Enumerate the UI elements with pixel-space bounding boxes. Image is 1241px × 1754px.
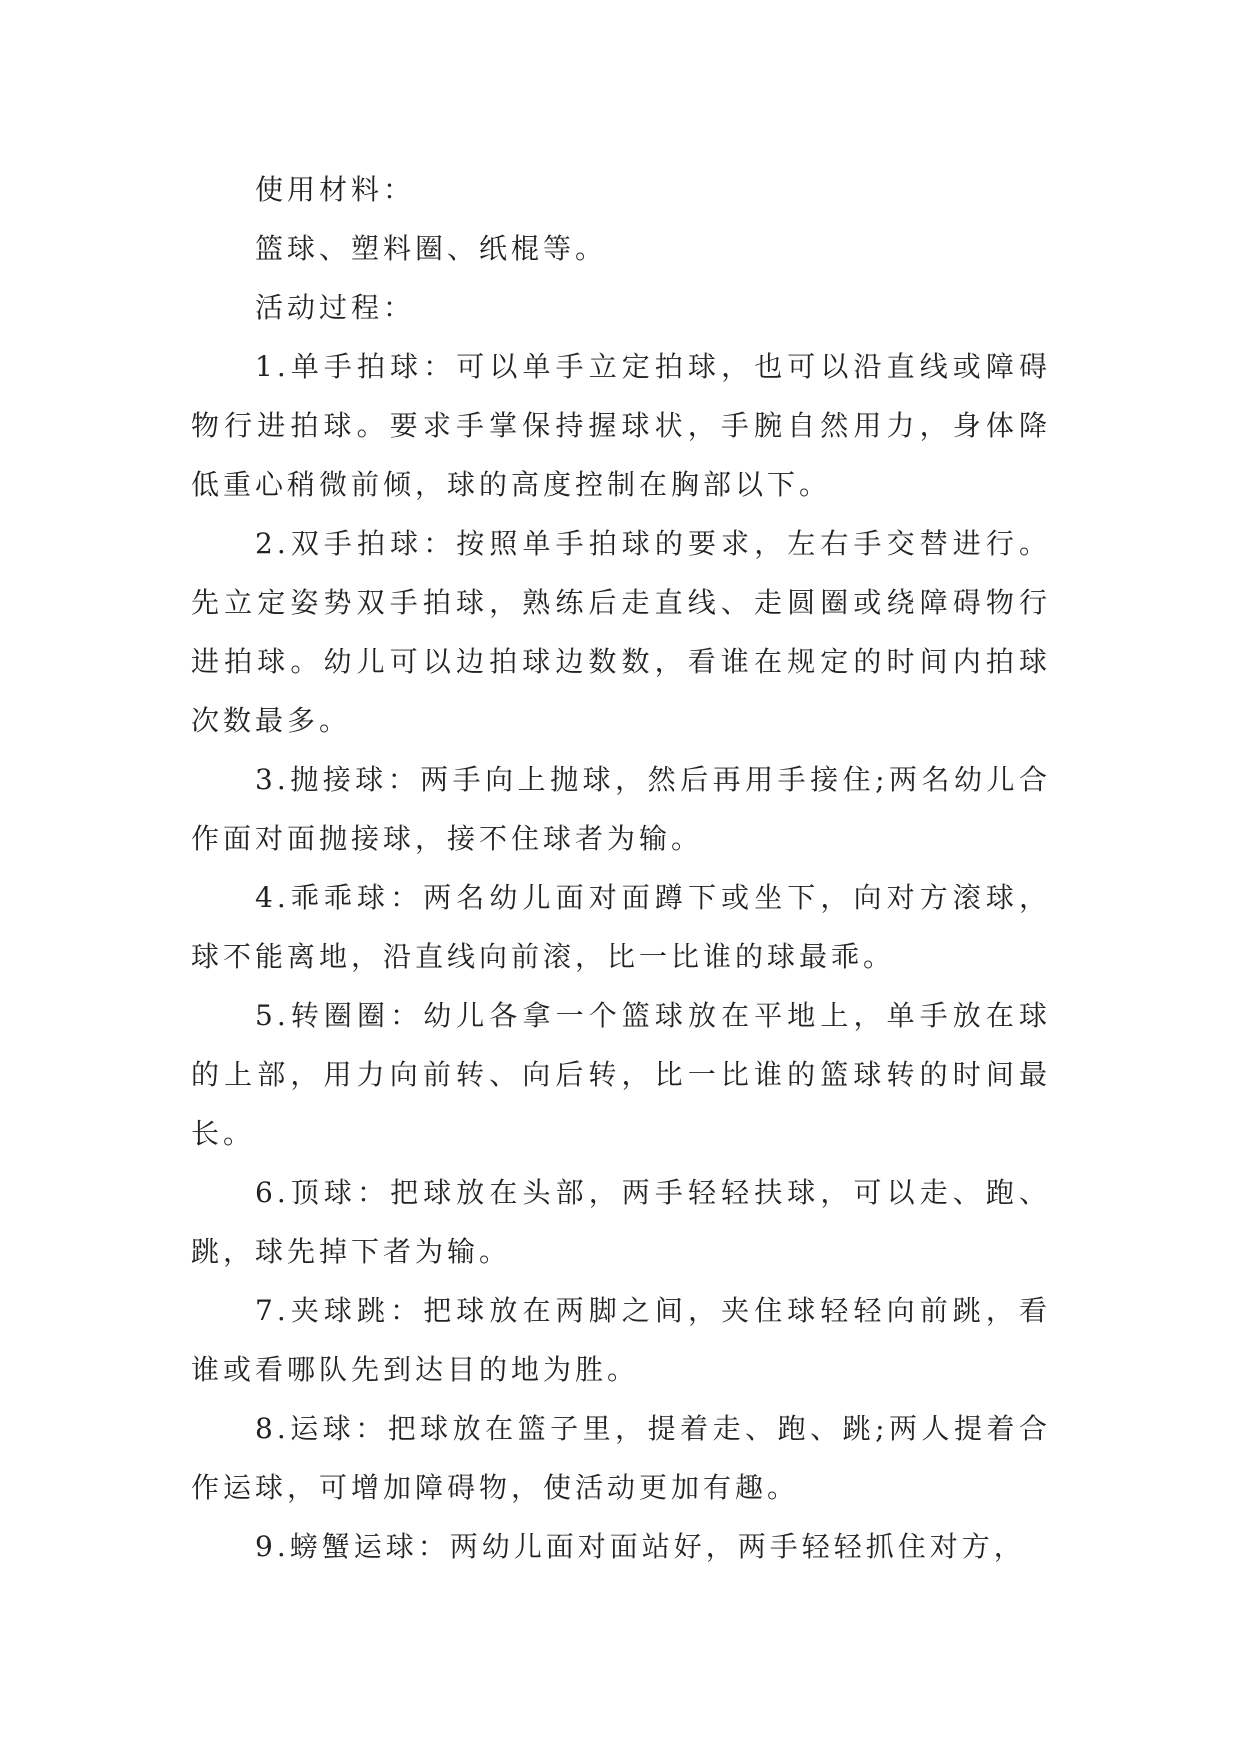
activity-item-5: 5.转圈圈：幼儿各拿一个篮球放在平地上，单手放在球的上部，用力向前转、向后转，比一比谁的篮球转的时间最长。 bbox=[191, 999, 1051, 1150]
activity-item-8: 8.运球：把球放在篮子里，提着走、跑、跳;两人提着合作运球，可增加障碍物，使活动更加有趣。 bbox=[191, 1412, 1051, 1504]
heading-process: 活动过程： bbox=[255, 291, 416, 324]
activity-item-6: 6.顶球：把球放在头部，两手轻轻扶球，可以走、跑、跳，球先掉下者为输。 bbox=[191, 1176, 1051, 1268]
activity-item-2: 2.双手拍球：按照单手拍球的要求，左右手交替进行。先立定姿势双手拍球，熟练后走直线、走圆圈或绕障碍物行进拍球。幼儿可以边拍球边数数，看谁在规定的时间内拍球次数最多。 bbox=[191, 527, 1051, 737]
activity-item-7: 7.夹球跳：把球放在两脚之间，夹住球轻轻向前跳，看谁或看哪队先到达目的地为胜。 bbox=[191, 1294, 1051, 1386]
body-text bbox=[191, 160, 1051, 1576]
activity-item-9: 9.螃蟹运球：两幼儿面对面站好，两手轻轻抓住对方， bbox=[255, 1530, 1026, 1563]
activity-item-3: 3.抛接球：两手向上抛球，然后再用手接住;两名幼儿合作面对面抛接球，接不住球者为输。 bbox=[191, 763, 1051, 855]
heading-materials: 使用材料： bbox=[255, 173, 416, 206]
activity-item-1: 1.单手拍球：可以单手立定拍球，也可以沿直线或障碍物行进拍球。要求手掌保持握球状，手腕自然用力，身体降低重心稍微前倾，球的高度控制在胸部以下。 bbox=[191, 350, 1051, 501]
activity-item-4: 4.乖乖球：两名幼儿面对面蹲下或坐下，向对方滚球，球不能离地，沿直线向前滚，比一比谁的球最乖。 bbox=[191, 881, 1051, 973]
materials-list: 篮球、塑料圈、纸棍等。 bbox=[255, 232, 608, 265]
